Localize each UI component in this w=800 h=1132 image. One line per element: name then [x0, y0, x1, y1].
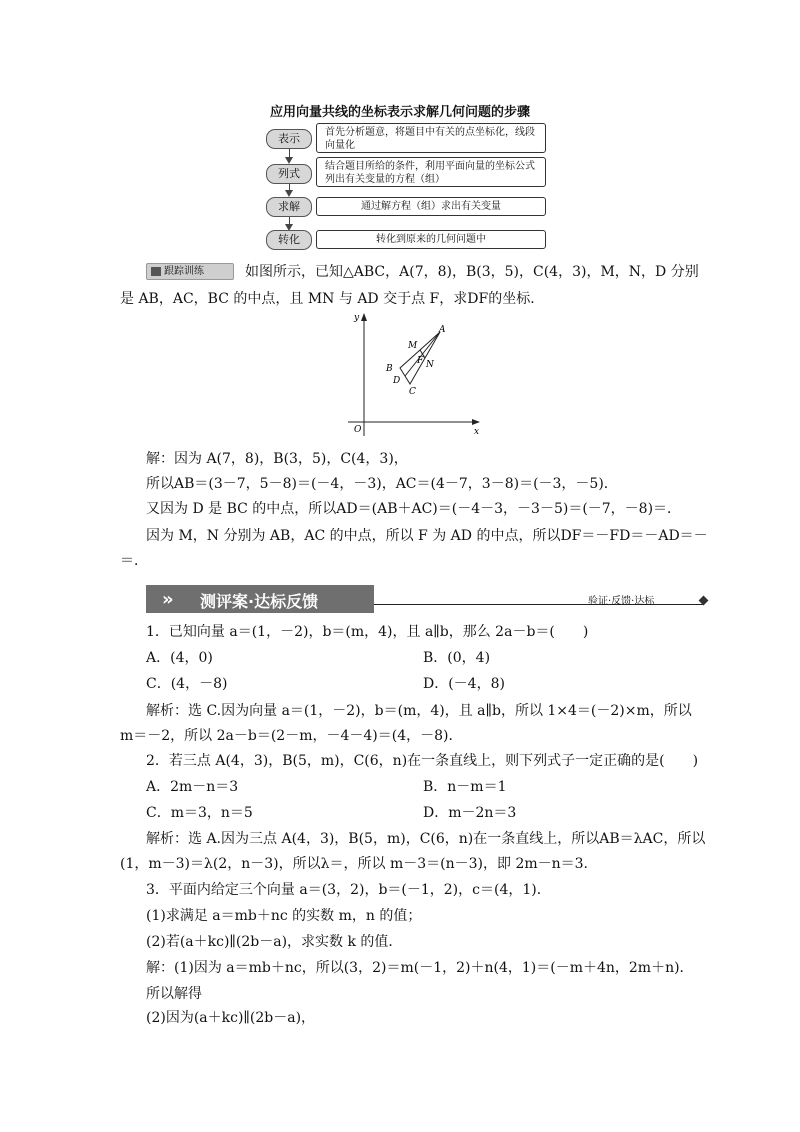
answer-line: (1，m－3)＝λ(2，n－3)，所以λ＝，所以 m－3＝(n－3)，即 2m－n＝3.: [120, 856, 589, 872]
solution-line: ＝．: [120, 553, 148, 569]
origin-label: O: [354, 425, 362, 435]
option: C．(4，－8): [146, 676, 228, 692]
point-label-f: F: [417, 356, 424, 366]
badge-label: 跟踪训练: [164, 266, 204, 277]
option: D．(－4，8): [423, 676, 505, 692]
option: A．(4，0): [146, 650, 213, 666]
solution-line: 解：(1)因为 a＝mb＋nc，所以(3，2)＝m(－1，2)＋n(4，1)＝(－m＋4n，2m＋n)．: [146, 960, 694, 976]
down-arrow-icon: [285, 190, 293, 197]
point-label-c: C: [409, 387, 416, 397]
practice-badge: [146, 263, 234, 280]
axis-label-y: y: [354, 313, 360, 323]
answer-line: 解析：选 A.因为三点 A(4，3)，B(5，m)，C(6，n)在一条直线上，所以AB＝λAC，所以: [146, 831, 706, 847]
solution-line: 又因为 D 是 BC 的中点，所以AD＝(AB＋AC)＝(－4－3，－3－5)＝(－7，－8)＝．: [146, 501, 682, 517]
y-axis-arrow-icon: [361, 313, 367, 321]
double-chevron-icon: »: [162, 589, 174, 610]
option: A．2m－n＝3: [146, 779, 239, 795]
point-label-m: M: [408, 341, 418, 351]
question-stem: 1．已知向量 a＝(1，－2)，b＝(m，4)，且 a∥b，那么 2a－b＝( ): [146, 624, 589, 640]
flowchart-title: 应用向量共线的坐标表示求解几何问题的步骤: [270, 105, 531, 120]
flow-step-desc: 首先分析题意，将题目中有关的点坐标化，线段向量化: [316, 123, 546, 153]
option: B．(0，4): [423, 650, 491, 666]
section-title: 测评案·达标反馈: [200, 592, 319, 611]
answer-line: m＝－2，所以 2a－b＝(2－m，－4－4)＝(4，－8)．: [120, 728, 463, 744]
answer-line: 解析：选 C.因为向量 a＝(1，－2)，b＝(m，4)，且 a∥b，所以 1×4＝(－2)×m，所以: [146, 703, 692, 719]
flow-step-label: 列式: [266, 164, 312, 184]
flow-step-desc: 通过解方程（组）求出有关变量: [316, 197, 546, 216]
x-axis-arrow-icon: [472, 419, 480, 425]
flow-step-desc: 转化到原来的几何问题中: [316, 230, 546, 249]
checkbox-icon: [151, 267, 161, 276]
solution-line: 所以解得: [146, 986, 202, 1002]
axis-label-x: x: [474, 427, 480, 437]
question-stem: 3．平面内给定三个向量 a＝(3，2)，b＝(－1，2)，c＝(4，1)．: [146, 882, 551, 898]
question-part: (2)若(a＋kc)∥(2b－a)，求实数 k 的值．: [146, 934, 403, 950]
solution-line: 因为 M，N 分别为 AB，AC 的中点，所以 F 为 AD 的中点，所以DF＝－FD＝－AD＝－: [146, 528, 708, 544]
section-divider: [374, 604, 704, 605]
solution-line: 解：因为 A(7，8)，B(3，5)，C(4，3)，: [146, 451, 408, 467]
option: D．m－2n＝3: [423, 805, 517, 821]
flow-step-desc: 结合题目所给的条件，利用平面向量的坐标公式列出有关变量的方程（组）: [316, 157, 546, 187]
point-label-b: B: [386, 364, 393, 374]
section-tag: 验证·反馈·达标: [588, 596, 655, 607]
point-label-d: D: [393, 376, 401, 386]
question-part: (1)求满足 a＝mb＋nc 的实数 m，n 的值；: [146, 908, 422, 924]
option: C．m＝3，n＝5: [146, 805, 253, 821]
problem-line: 如图所示，已知△ABC，A(7，8)，B(3，5)，C(4，3)，M，N，D 分别: [245, 264, 699, 280]
point-label-n: N: [426, 360, 434, 370]
down-arrow-icon: [285, 157, 293, 164]
option: B．n－m＝1: [423, 779, 507, 795]
point-label-a: A: [439, 325, 446, 335]
question-stem: 2．若三点 A(4，3)，B(5，m)，C(6，n)在一条直线上，则下列式子一定正确的是( ): [146, 753, 699, 769]
triangle-figure: [340, 310, 490, 442]
problem-line: 是 AB，AC，BC 的中点，且 MN 与 AD 交于点 F，求DF的坐标．: [120, 291, 545, 307]
solution-line: 所以AB＝(3－7，5－8)＝(－4，－3)，AC＝(4－7，3－8)＝(－3，－5)．: [146, 476, 618, 492]
flow-step-label: 转化: [266, 230, 312, 250]
solution-line: (2)因为(a＋kc)∥(2b－a)，: [146, 1010, 316, 1026]
flow-step-label: 表示: [266, 129, 312, 149]
flow-step-label: 求解: [266, 197, 312, 217]
